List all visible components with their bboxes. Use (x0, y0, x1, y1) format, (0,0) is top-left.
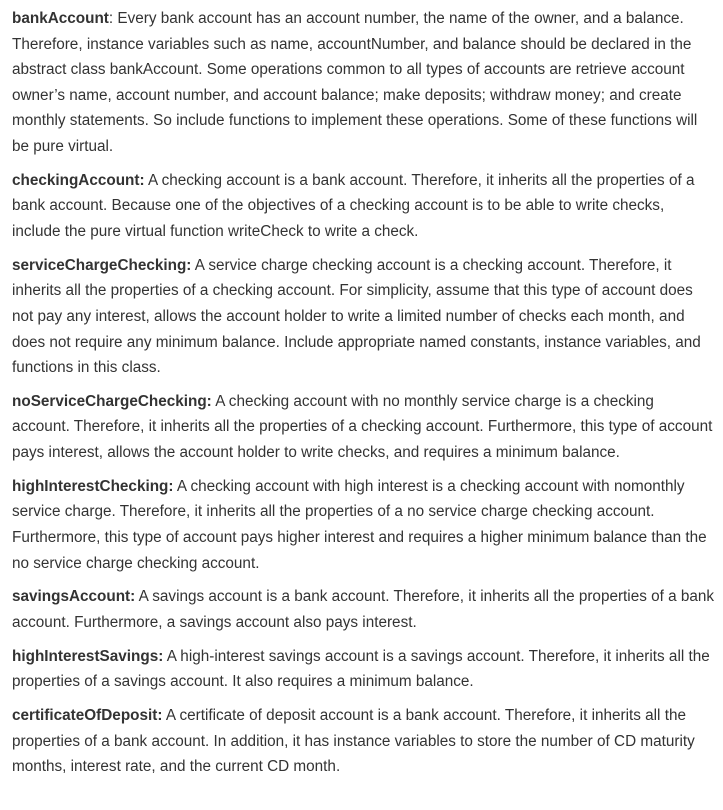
term-high-interest-checking: highInterestChecking: (12, 477, 174, 495)
description-checking-account: A checking account is a bank account. Therefore, it inherits all the properties of a bank account. Because one of the objectives of a checking account is to be able to write checks, include the pure virtual function writeCheck to write a check. (12, 171, 695, 240)
section-high-interest-savings (12, 644, 715, 695)
description-savings-account: A savings account is a bank account. Therefore, it inherits all the properties of a bank account. Furthermore, a savings account also pays interest. (12, 588, 715, 631)
term-bank-account: bankAccount (12, 10, 109, 27)
section-savings-account (12, 584, 715, 635)
term-service-charge-checking: serviceChargeChecking: (12, 256, 192, 274)
section-certificate-of-deposit (12, 703, 715, 780)
section-bank-account (12, 6, 715, 160)
term-checking-account: checkingAccount: (12, 171, 145, 189)
description-certificate-of-deposit: A certificate of deposit account is a bank account. Therefore, it inherits all the properties of a bank account. In addition, it has instance variables to store the number of CD maturity months, interest rate, and the current CD month. (12, 707, 695, 776)
term-savings-account: savingsAccount: (12, 588, 136, 606)
description-no-service-charge-checking: A checking account with no monthly service charge is a checking account. Therefore, it inherits all the properties of a checking account. Furthermore, this type of account pays interest, allows the account holder to write checks, and requires a minimum balance. (12, 392, 713, 462)
section-service-charge-checking (12, 253, 715, 381)
term-separator: : (108, 10, 118, 27)
description-high-interest-checking: A checking account with high interest is a checking account with nomonthly service charge. Therefore, it inherits all the properties of a no service charge checking account. Furthermore, this type of account pays higher interest and requires a higher minimum balance than the no service charge checking account. (12, 477, 707, 572)
description-service-charge-checking: A service charge checking account is a checking account. Therefore, it inherits all the properties of a checking account. For simplicity, assume that this type of account does not pay any interest, allows the account holder to write a limited number of checks each month, and does not require any minimum balance. Include appropriate named constants, instance variables, and functions in this class. (12, 256, 701, 377)
term-certificate-of-deposit: certificateOfDeposit: (12, 707, 163, 725)
section-checking-account (12, 168, 715, 245)
section-no-service-charge-checking (12, 389, 715, 466)
description-bank-account: Every bank account has an account number, the name of the owner, and a balance. Therefore, instance variables such as name, accountNumber, and balance should be declared in the abstract class bankAccount. Some operations common to all types of accounts are retrieve account owner’s name, account number, and account balance; make deposits; withdraw money; and create monthly statements. So include functions to implement these operations. Some of these functions will be pure virtual. (12, 10, 698, 155)
term-no-service-charge-checking: noServiceChargeChecking: (12, 392, 212, 410)
description-high-interest-savings: A high-interest savings account is a savings account. Therefore, it inherits all the properties of a savings account. It also requires a minimum balance. (12, 647, 710, 691)
term-high-interest-savings: highInterestSavings: (12, 647, 164, 665)
section-high-interest-checking (12, 474, 715, 576)
